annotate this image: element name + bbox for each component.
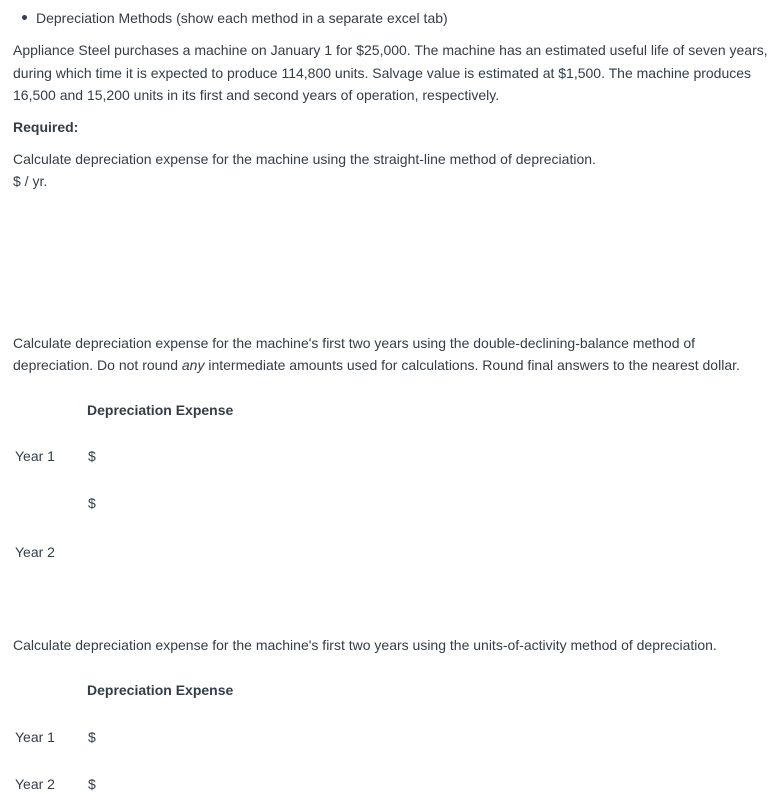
section-heading: Depreciation Methods (show each method in a separate excel tab) — [36, 10, 448, 26]
ddb-prompt-line-2 — [13, 357, 740, 373]
problem-line-3: 16,500 and 15,200 units in its first and second years of operation, respectively. — [13, 87, 500, 103]
ddb-prompt-post: intermediate amounts used for calculations. Round final answers to the nearest dollar. — [204, 357, 740, 373]
ddb-prompt-emphasis: any — [181, 357, 205, 373]
straight-line-unit: $ / yr. — [13, 173, 48, 189]
uoa-prompt: Calculate depreciation expense for the machine's first two years using the units-of-activity method of depreciation. — [13, 637, 717, 653]
uoa-year-1-currency: $ — [88, 729, 96, 745]
uoa-year-1-label: Year 1 — [15, 729, 55, 745]
ddb-year-1-label: Year 1 — [15, 448, 55, 464]
ddb-year-2-label: Year 2 — [15, 544, 55, 560]
uoa-year-2-currency: $ — [88, 776, 96, 792]
straight-line-answer-input[interactable] — [13, 195, 313, 305]
uoa-column-header: Depreciation Expense — [87, 682, 234, 698]
uoa-year-1-input[interactable] — [100, 725, 260, 747]
bullet-icon — [22, 15, 27, 20]
required-label: Required: — [13, 119, 79, 135]
uoa-year-2-label: Year 2 — [15, 776, 55, 792]
ddb-year-1-currency: $ — [88, 448, 96, 464]
straight-line-prompt: Calculate depreciation expense for the machine using the straight-line method of depreciation. — [13, 151, 596, 167]
problem-line-2: during which time it is expected to produce 114,800 units. Salvage value is estimated at $1,500. The machine produces — [13, 65, 752, 81]
ddb-prompt-line-1: Calculate depreciation expense for the machine's first two years using the double-declining-balance method of — [13, 335, 696, 351]
ddb-year-1-input[interactable] — [100, 444, 260, 466]
ddb-year-2-input[interactable] — [100, 491, 260, 513]
ddb-year-2-currency: $ — [88, 495, 96, 511]
ddb-prompt-pre: depreciation. Do not round — [13, 357, 182, 373]
uoa-year-2-input[interactable] — [100, 772, 260, 794]
ddb-column-header: Depreciation Expense — [87, 402, 234, 418]
problem-line-1: Appliance Steel purchases a machine on January 1 for $25,000. The machine has an estimated useful life of seven years, — [13, 42, 768, 58]
